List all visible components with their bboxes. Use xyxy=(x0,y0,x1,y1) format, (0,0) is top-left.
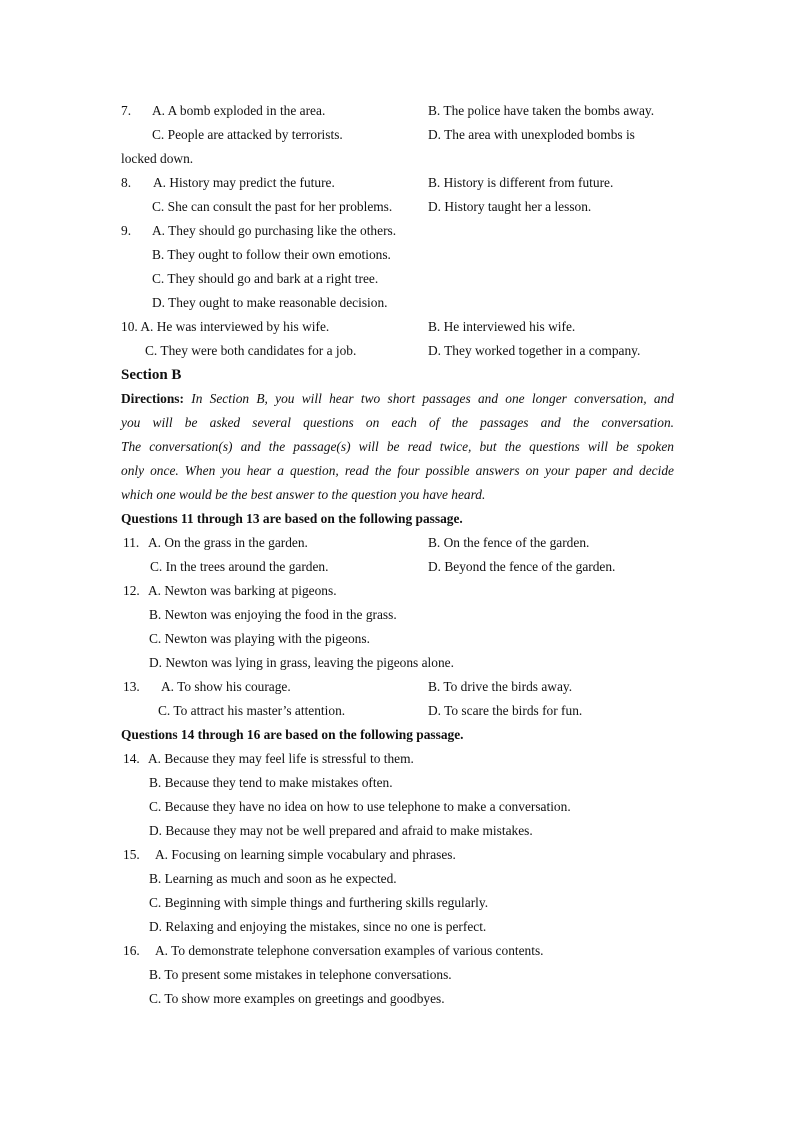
q8-number: 8. xyxy=(121,175,132,190)
q15-option-b: B. Learning as much and soon as he expected. xyxy=(149,871,397,886)
group-heading-11-13: Questions 11 through 13 are based on the following passage. xyxy=(121,511,463,526)
directions-line-5: which one would be the best answer to the question you have heard. xyxy=(121,487,486,502)
q12-option-b: B. Newton was enjoying the food in the grass. xyxy=(149,607,397,622)
q11-option-b: B. On the fence of the garden. xyxy=(428,535,590,550)
q15-number: 15. xyxy=(123,847,140,862)
q8-option-d: D. History taught her a lesson. xyxy=(428,199,592,214)
q11-option-d: D. Beyond the fence of the garden. xyxy=(428,559,616,574)
q14-option-d: D. Because they may not be well prepared and afraid to make mistakes. xyxy=(149,823,533,838)
directions-line-1 xyxy=(121,387,674,411)
section-b-title: Section B xyxy=(121,367,182,383)
q10-option-d: D. They worked together in a company. xyxy=(428,343,641,358)
q8-option-b: B. History is different from future. xyxy=(428,175,614,190)
q11-option-a: A. On the grass in the garden. xyxy=(148,535,308,550)
q12-option-d: D. Newton was lying in grass, leaving the pigeons alone. xyxy=(149,655,454,670)
q16-option-b: B. To present some mistakes in telephone conversations. xyxy=(149,967,452,982)
q9-option-d: D. They ought to make reasonable decision. xyxy=(152,295,388,310)
directions-text-1: In Section B, you will hear two short passages and one longer conversation, and xyxy=(191,391,674,406)
q16-option-a: A. To demonstrate telephone conversation examples of various contents. xyxy=(155,943,544,958)
q15-option-d: D. Relaxing and enjoying the mistakes, since no one is perfect. xyxy=(149,919,487,934)
q8-option-c: C. She can consult the past for her problems. xyxy=(152,199,393,214)
q7-number: 7. xyxy=(121,103,132,118)
q7-option-d: D. The area with unexploded bombs is xyxy=(428,127,635,142)
q7-option-c: C. People are attacked by terrorists. xyxy=(152,127,343,142)
q14-option-a: A. Because they may feel life is stressful to them. xyxy=(148,751,414,766)
directions-line-4: only once. When you hear a question, read the four possible answers on your paper and decide xyxy=(121,463,674,478)
q9-option-b: B. They ought to follow their own emotions. xyxy=(152,247,391,262)
q8-option-a: A. History may predict the future. xyxy=(153,175,335,190)
q11-number: 11. xyxy=(123,535,140,550)
q12-option-c: C. Newton was playing with the pigeons. xyxy=(149,631,370,646)
q13-option-a: A. To show his courage. xyxy=(161,679,291,694)
q7-option-b: B. The police have taken the bombs away. xyxy=(428,103,655,118)
q12-option-a: A. Newton was barking at pigeons. xyxy=(148,583,337,598)
q11-option-c: C. In the trees around the garden. xyxy=(150,559,329,574)
q10-option-a: 10. A. He was interviewed by his wife. xyxy=(121,319,330,334)
directions-line-3: The conversation(s) and the passage(s) will be read twice, but the questions will be spoken xyxy=(121,439,674,454)
q13-option-c: C. To attract his master’s attention. xyxy=(158,703,346,718)
q13-number: 13. xyxy=(123,679,140,694)
q16-option-c: C. To show more examples on greetings and goodbyes. xyxy=(149,991,445,1006)
q10-option-c: C. They were both candidates for a job. xyxy=(145,343,357,358)
q14-number: 14. xyxy=(123,751,140,766)
q10-option-b: B. He interviewed his wife. xyxy=(428,319,576,334)
directions-label: Directions: xyxy=(121,391,184,406)
q9-option-c: C. They should go and bark at a right tree. xyxy=(152,271,379,286)
directions-line-2: you will be asked several questions on each of the passages and the conversation. xyxy=(121,415,674,430)
group-heading-14-16: Questions 14 through 16 are based on the following passage. xyxy=(121,727,464,742)
q14-option-b: B. Because they tend to make mistakes often. xyxy=(149,775,393,790)
q15-option-c: C. Beginning with simple things and furthering skills regularly. xyxy=(149,895,489,910)
q14-option-c: C. Because they have no idea on how to use telephone to make a conversation. xyxy=(149,799,571,814)
q7-option-a: A. A bomb exploded in the area. xyxy=(152,103,326,118)
q9-option-a: A. They should go purchasing like the others. xyxy=(152,223,397,238)
q13-option-b: B. To drive the birds away. xyxy=(428,679,573,694)
q15-option-a: A. Focusing on learning simple vocabulary and phrases. xyxy=(155,847,456,862)
q7-option-d-continued: locked down. xyxy=(121,151,194,166)
q16-number: 16. xyxy=(123,943,140,958)
q13-option-d: D. To scare the birds for fun. xyxy=(428,703,583,718)
q12-number: 12. xyxy=(123,583,140,598)
q9-number: 9. xyxy=(121,223,132,238)
